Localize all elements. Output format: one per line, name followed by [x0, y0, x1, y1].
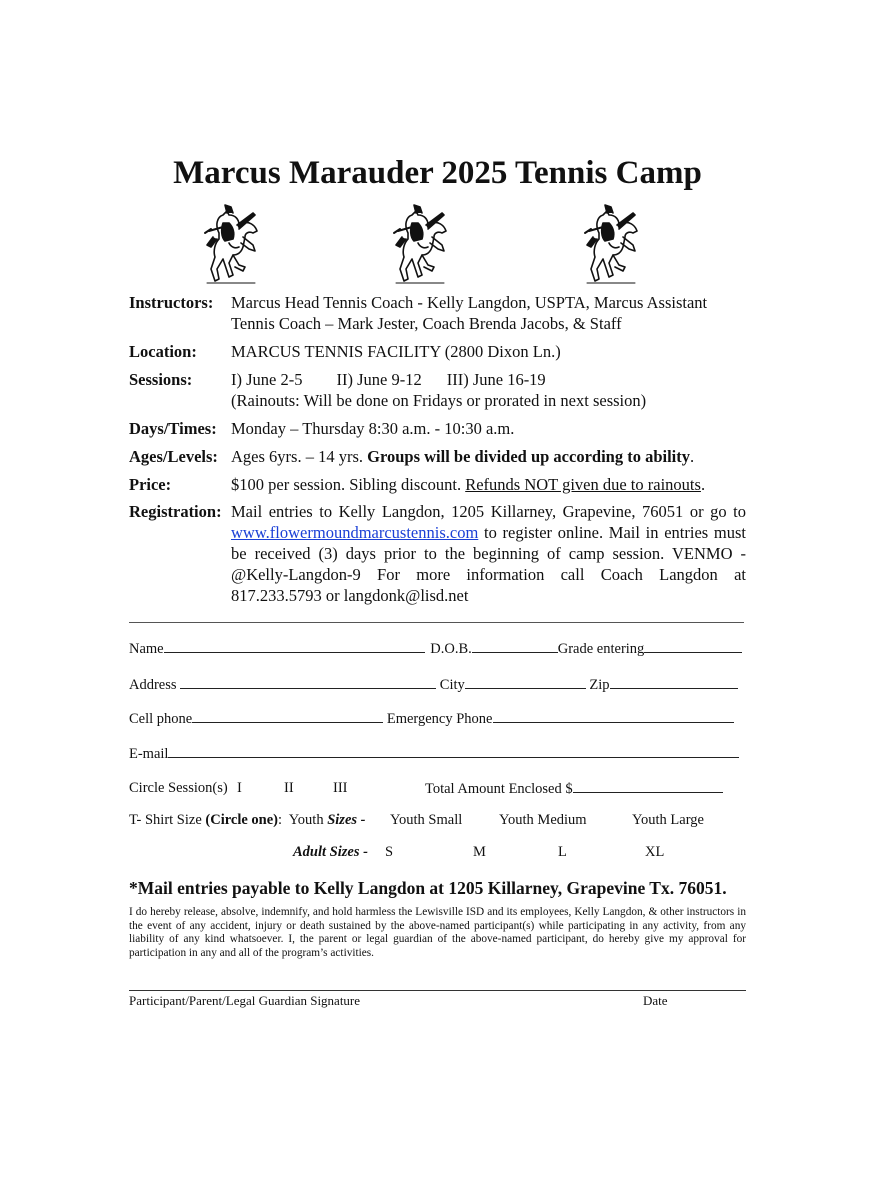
size-youth-medium[interactable]: Youth Medium — [499, 812, 587, 828]
size-adult-xl[interactable]: XL — [645, 844, 665, 860]
size-youth-large[interactable]: Youth Large — [632, 812, 704, 828]
grade-label: Grade entering — [557, 641, 645, 657]
name-dob-grade-row — [129, 640, 742, 658]
cell-phone-label: Cell phone — [129, 711, 193, 727]
price-value — [231, 474, 746, 495]
session-option-3[interactable]: III — [333, 780, 348, 796]
total-amount-row — [425, 780, 723, 798]
name-label: Name — [129, 641, 164, 657]
dob-label: D.O.B. — [430, 641, 472, 657]
zip-label: Zip — [589, 677, 610, 693]
size-youth-small[interactable]: Youth Small — [390, 812, 463, 828]
release-waiver: I do hereby release, absolve, indemnify, and hold harmless the Lewisville ISD and its employees, Kelly Langdon, & other instructors in the event of any accident, injury or death sustained by the above-named participant(s) while participating in any activity, from any liability of any kind whatsoever. I, the parent or legal guardian of the above-named participant, do hereby give my approval for participation in any and all of the program’s activities. — [129, 906, 746, 959]
signature-label: Participant/Parent/Legal Guardian Signature — [129, 993, 361, 1008]
page-title: Marcus Marauder 2025 Tennis Camp — [173, 155, 702, 191]
email-row — [129, 745, 739, 763]
total-amount-field[interactable] — [573, 780, 723, 793]
grade-field[interactable] — [644, 640, 742, 653]
registration-text-post: to register online. Mail in entries must be received (3) days prior to the beginning of camp session. VENMO - @Kelly-Langdon-9 For more information call Coach Langdon at 817.233.5793 or langdonk@lisd.net — [231, 523, 746, 605]
cell-phone-field[interactable] — [192, 710, 383, 723]
sizes-text: Sizes - — [327, 812, 366, 828]
rainouts-note: (Rainouts: Will be done on Fridays or prorated in next session) — [231, 391, 647, 410]
size-adult-s[interactable]: S — [385, 844, 394, 860]
days-times-value: Monday – Thursday 8:30 a.m. - 10:30 a.m. — [231, 419, 515, 438]
registration-text-pre: Mail entries to Kelly Langdon, 1205 Killarney, Grapevine, 76051 or go to — [231, 502, 746, 521]
name-field[interactable] — [164, 640, 425, 653]
city-field[interactable] — [465, 676, 586, 689]
signature-line[interactable] — [129, 990, 746, 991]
instructors-label: Instructors: — [129, 293, 214, 312]
size-adult-m[interactable]: M — [473, 844, 486, 860]
price-end: . — [700, 475, 706, 494]
days-times-label: Days/Times: — [129, 419, 217, 438]
session-option-2[interactable]: II — [284, 780, 294, 796]
marauder-horse-rider-icon — [199, 203, 263, 285]
ages-levels-value — [231, 446, 746, 467]
emergency-phone-field[interactable] — [493, 710, 734, 723]
marauder-horse-rider-icon — [579, 203, 643, 285]
session-3: III) June 16-19 — [446, 370, 546, 389]
address-row — [129, 676, 738, 694]
adult-sizes-label: Adult Sizes - — [293, 844, 368, 860]
date-label: Date — [643, 993, 668, 1008]
tshirt-label — [129, 812, 365, 829]
sessions-value — [231, 369, 746, 411]
dob-field[interactable] — [472, 640, 558, 653]
divider — [129, 622, 744, 623]
ages-levels-label: Ages/Levels: — [129, 447, 218, 466]
price-text: $100 per session. Sibling discount. — [231, 475, 466, 494]
location-label: Location: — [129, 342, 197, 361]
mail-entries-note: *Mail entries payable to Kelly Langdon at 1205 Killarney, Grapevine Tx. 76051. — [129, 878, 727, 898]
address-label: Address — [129, 677, 177, 693]
emergency-phone-label: Emergency Phone — [386, 711, 493, 727]
session-1: I) June 2-5 — [231, 370, 303, 389]
tshirt-colon: : — [278, 812, 283, 828]
ages-text: Ages 6yrs. – 14 yrs. — [231, 447, 368, 466]
session-2: II) June 9-12 — [336, 370, 422, 389]
address-field[interactable] — [180, 676, 436, 689]
session-option-1[interactable]: I — [237, 780, 242, 796]
sessions-label: Sessions: — [129, 370, 193, 389]
groups-note: Groups will be divided up according to ability — [367, 447, 691, 466]
tshirt-text: T- Shirt Size — [129, 812, 206, 828]
circle-one-text: (Circle one) — [205, 812, 279, 828]
zip-field[interactable] — [610, 676, 738, 689]
registration-label: Registration: — [129, 502, 222, 521]
marauder-horse-rider-icon — [388, 203, 452, 285]
instructors-value: Marcus Head Tennis Coach - Kelly Langdon, USPTA, Marcus Assistant Tennis Coach – Mark Jester, Coach Brenda Jacobs, & Staff — [231, 293, 708, 333]
size-adult-l[interactable]: L — [558, 844, 567, 860]
refunds-note: Refunds NOT given due to rainouts — [465, 475, 701, 494]
ages-end: . — [690, 447, 695, 466]
email-label: E-mail — [129, 746, 169, 762]
price-label: Price: — [129, 475, 172, 494]
city-label: City — [439, 677, 465, 693]
registration-link[interactable]: www.flowermoundmarcustennis.com — [231, 523, 479, 542]
phone-row — [129, 710, 734, 728]
session-circle-label: Circle Session(s) — [129, 780, 228, 796]
registration-value — [231, 501, 746, 606]
youth-text: Youth — [288, 812, 328, 828]
email-field[interactable] — [168, 745, 739, 758]
total-amount-label: Total Amount Enclosed $ — [425, 781, 573, 797]
location-value: MARCUS TENNIS FACILITY (2800 Dixon Ln.) — [231, 342, 561, 361]
